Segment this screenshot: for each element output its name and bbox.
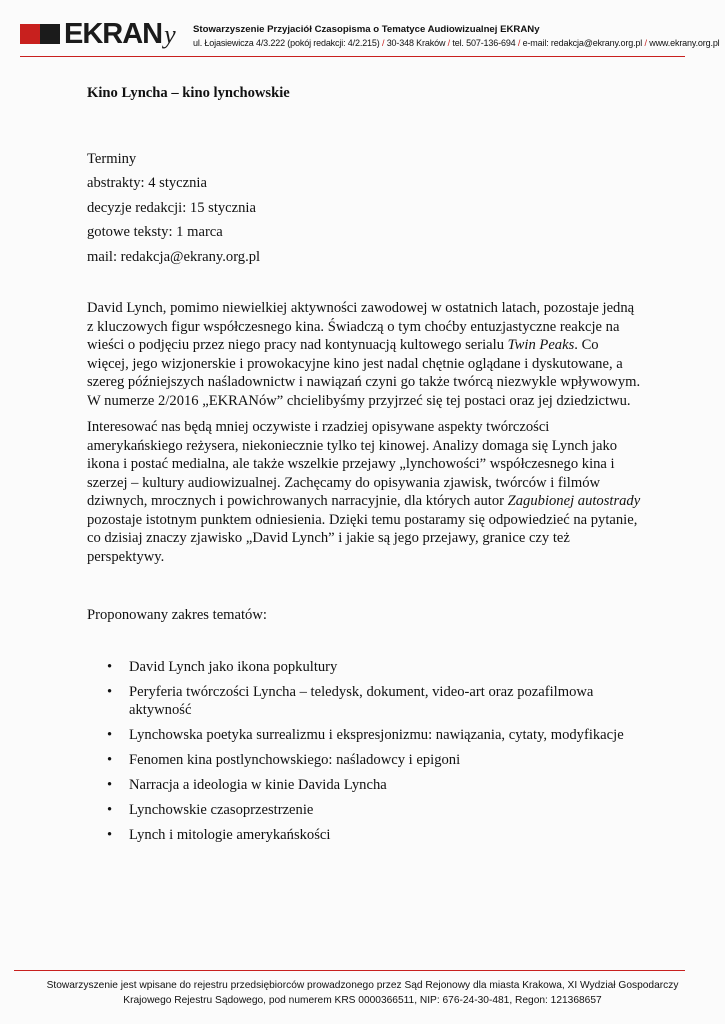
bullet-icon: • (107, 776, 113, 793)
bullet-icon: • (107, 726, 113, 743)
logo-dark-block (40, 24, 60, 44)
bullet-icon: • (107, 751, 113, 768)
footer-line-1: Stowarzyszenie jest wpisane do rejestru przedsiębiorców prowadzonego przez Sąd Rejonowy dla miasta Krakowa, XI Wydział Gospodarczy (46, 980, 679, 991)
contact-mail: mail: redakcja@ekrany.org.pl (87, 248, 261, 265)
logo-wordmark: EKRANy (64, 18, 175, 50)
bullet-icon: • (107, 826, 113, 843)
list-item: • Fenomen kina postlynchowskiego: naśladowcy i epigoni (107, 751, 461, 768)
org-phone: tel. 507-136-694 (452, 38, 516, 48)
org-name: Stowarzyszenie Przyjaciół Czasopisma o Tematyce Audiowizualnej EKRANy (193, 24, 540, 35)
deadline-decisions: decyzje redakcji: 15 stycznia (87, 199, 256, 216)
deadline-texts: gotowe teksty: 1 marca (87, 224, 223, 240)
list-item: • Lynchowska poetyka surrealizmu i ekspresjonizmu: nawiązania, cytaty, modyfikacje (107, 726, 624, 743)
list-item: • Lynch i mitologie amerykańskości (107, 826, 331, 843)
footer-divider (14, 970, 685, 971)
deadline-abstracts: abstrakty: 4 stycznia (87, 175, 207, 191)
header-divider (20, 56, 685, 57)
intro-paragraph: David Lynch, pomimo niewielkiej aktywności zawodowej w ostatnich latach, pozostaje jedną z kluczowych figur współczesnego kina. Świadczą o tym choćby entuzjastyczne reakcje na wieści o podjęciu przez niego pracy nad kontynuacją kultowego serialu Twin Peaks. Co więcej, jego wizjonerskie i prowokacyjne kino jest nadal chętnie oglądane i dyskutowane, a szereg późniejszych naśladownictw i nawiązań czyni go także twórcą niezwykle wpływowym. W numerze 2/2016 „EKRANów” chcielibyśmy przyjrzeć się tej postaci oraz jej dziedzictwu. (87, 300, 641, 409)
list-item: • Narracja a ideologia w kinie Davida Lyncha (107, 776, 387, 793)
bullet-icon: • (107, 801, 113, 818)
footer-line-2: Krajowego Rejestru Sądowego, pod numerem KRS 0000366511, NIP: 676-24-30-481, Regon: 121368657 (123, 994, 602, 1006)
list-item: • Peryferia twórczości Lyncha – teledysk, dokument, video-art oraz pozafilmowa aktywność (107, 683, 594, 718)
org-city: 30-348 Kraków (386, 38, 446, 48)
bullet-icon: • (107, 658, 113, 675)
list-item: • David Lynch jako ikona popkultury (107, 658, 338, 675)
topics-list (87, 658, 643, 844)
document-title: Kino Lyncha – kino lynchowskie (87, 85, 290, 101)
org-address: ul. Łojasiewicza 4/3.222 (pokój redakcji: 4/2.215) (193, 38, 380, 48)
deadlines-heading: Terminy (87, 150, 137, 167)
footer (0, 979, 725, 1008)
letterhead (0, 0, 725, 60)
org-email[interactable]: e-mail: redakcja@ekrany.org.pl (522, 38, 643, 48)
bullet-icon: • (107, 683, 113, 700)
deadlines-block (87, 147, 643, 270)
org-contact: ul. Łojasiewicza 4/3.222 (pokój redakcji: 4/2.215) / 30-348 Kraków / tel. 507-136-694 / e-mail: redakcja@ekrany.org.pl / www.ekrany.org.pl (193, 38, 720, 48)
org-website[interactable]: www.ekrany.org.pl (649, 38, 720, 48)
document-body (87, 84, 643, 851)
list-item: • Lynchowskie czasoprzestrzenie (107, 801, 314, 818)
logo-red-block (20, 24, 40, 44)
topics-heading: Proponowany zakres tematów: (87, 607, 267, 623)
ekrany-logo (20, 20, 210, 48)
scope-paragraph: Interesować nas będą mniej oczywiste i rzadziej opisywane aspekty twórczości amerykańskiego reżysera, niekoniecznie tylko tej kinowej. Analizy domaga się Lynch jako ikona i postać medialna, ale także wszelkie przejawy „lynchowości” współczesnego kina i szerzej – kultury audiowizualnej. Zachęcamy do opisywania zjawisk, twórców i filmów dziwnych, mrocznych i powichrowanych narracyjnie, dla których autor Zagubionej autostrady pozostaje istotnym punktem odniesienia. Dzięki temu postaramy się odpowiedzieć na pytanie, co dzisiaj znaczy zjawisko „David Lynch” i jakie są jego przejawy, granice czy też perspektywy. (87, 419, 641, 565)
